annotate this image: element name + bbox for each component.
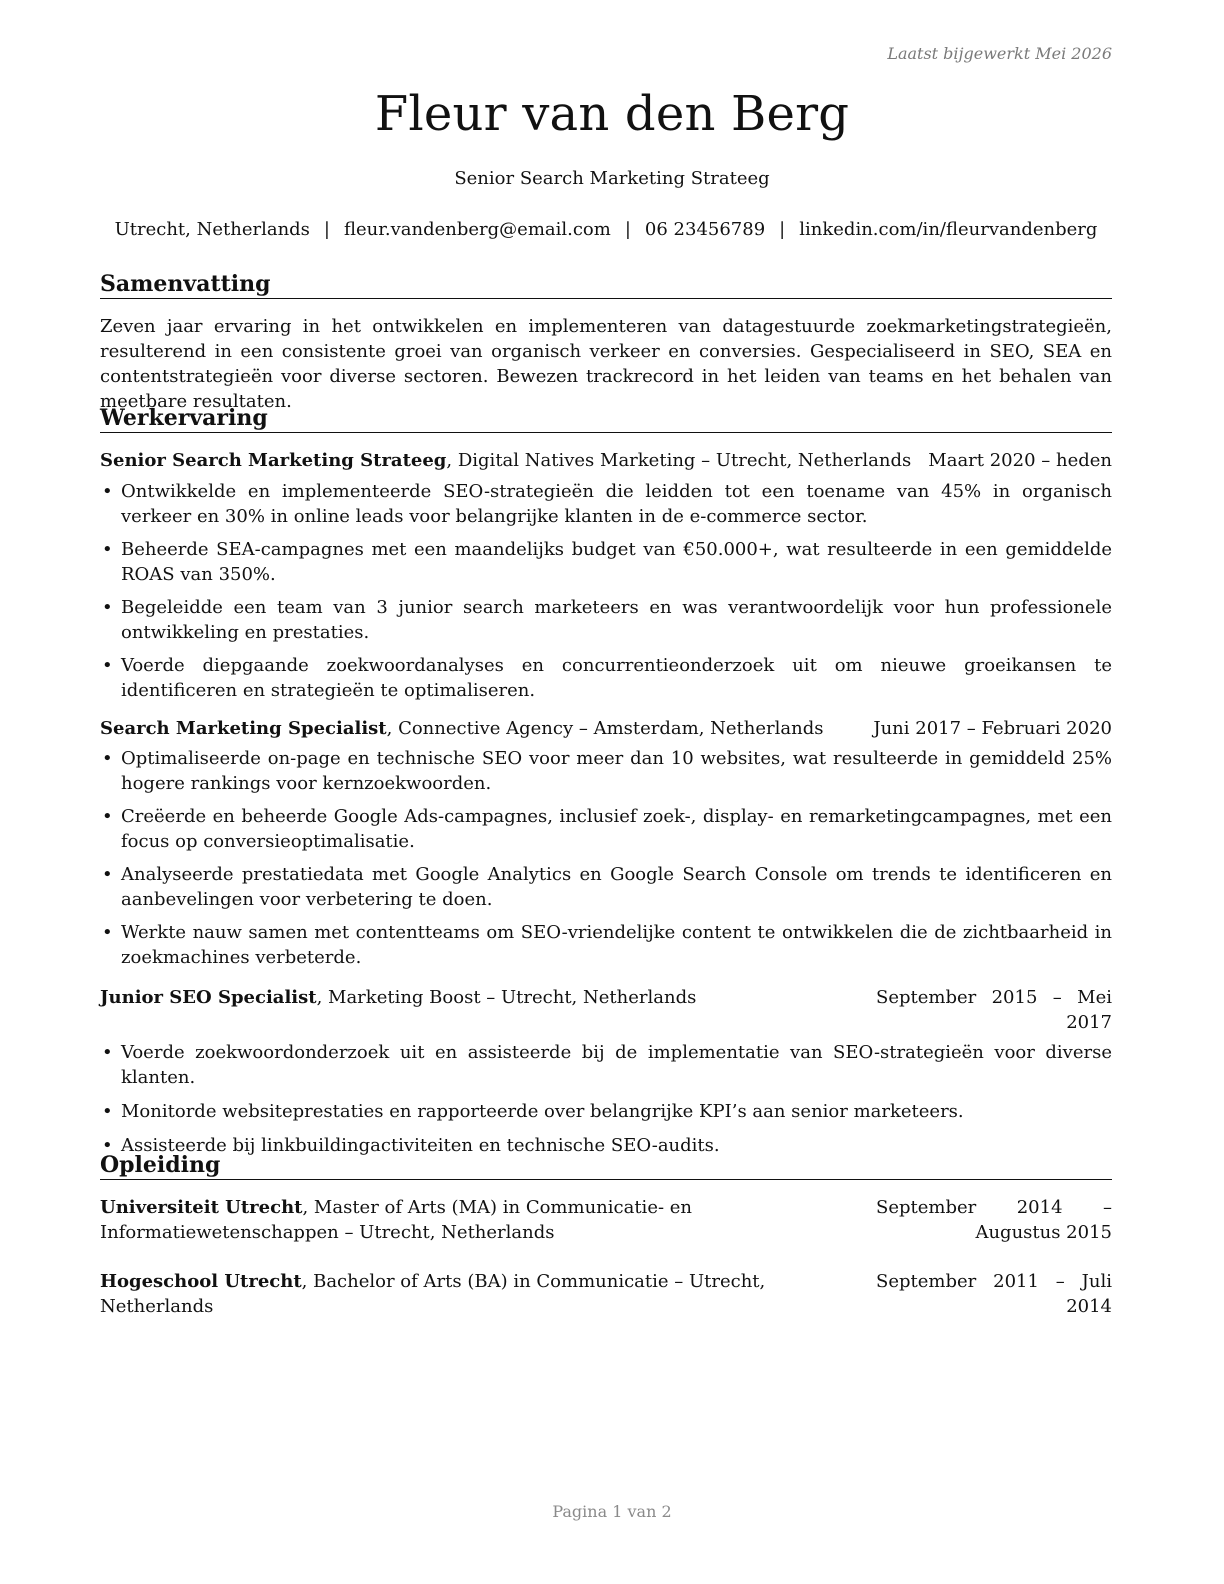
headline: Senior Search Marketing Strateeg (454, 168, 770, 189)
list-item: • Ontwikkelde en implementeerde SEO-strategieën die leidden tot een toename van 45% in organisch verkeer en 30% in online leads voor belangrijke klanten in de e-commerce sector. (100, 479, 1112, 529)
list-item: • Optimaliseerde on-page en technische SEO voor meer dan 10 websites, wat resulteerde in gemiddeld 25% hogere rankings voor kernzoekwoorden. (100, 746, 1112, 796)
section-title-education: Opleiding (100, 1152, 1112, 1180)
contact-separator: | (779, 219, 786, 240)
list-item: • Monitorde websiteprestaties en rapporteerde over belangrijke KPI’s aan senior marketeers. (100, 1099, 1112, 1124)
list-item: • Beheerde SEA-campagnes met een maandelijks budget van €50.000+, wat resulteerde in een gemiddelde ROAS van 350%. (100, 537, 1112, 587)
contact-phone[interactable]: 06 23456789 (644, 219, 766, 240)
page-number: Pagina 1 van 2 (552, 1502, 672, 1521)
contact-line (100, 219, 1112, 240)
section-title-experience: Werkervaring (100, 405, 1112, 433)
education-line (100, 1195, 876, 1245)
candidate-name: Fleur van den Berg (374, 86, 850, 142)
education-school: Universiteit Utrecht (100, 1197, 303, 1218)
education-school: Hogeschool Utrecht (100, 1271, 302, 1292)
contact-linkedin[interactable]: linkedin.com/in/fleurvandenberg (799, 219, 1098, 240)
job-role: Senior Search Marketing Strateeg (100, 450, 447, 471)
education-item (100, 1195, 1112, 1245)
list-item: • Werkte nauw samen met contentteams om SEO-vriendelijke content te ontwikkelen die de zichtbaarheid in zoekmachines verbeterde. (100, 920, 1112, 970)
contact-separator: | (323, 219, 330, 240)
job-title-line (100, 448, 928, 473)
job-company: , Digital Natives Marketing – Utrecht, Netherlands (446, 450, 912, 471)
education-degree: , Bachelor of Arts (BA) in Communicatie – Utrecht, Netherlands (100, 1271, 766, 1317)
education-dates: September 2011 – Juli 2014 (876, 1271, 1112, 1317)
job-company: , Connective Agency – Amsterdam, Netherlands (386, 718, 824, 739)
job-header (100, 448, 1112, 473)
last-updated: Laatst bijgewerkt Mei 2026 (887, 44, 1112, 63)
summary-text: Zeven jaar ervaring in het ontwikkelen en implementeren van datagestuurde zoekmarketingstrategieën, resulterend in een consistente groei van organisch verkeer en conversies. Gespecialiseerd in SEO, SEA en contentstrategieën voor diverse sectoren. Bewezen trackrecord in het leiden van teams en het behalen van meetbare resultaten. (100, 316, 1112, 412)
job-title-line (100, 716, 873, 741)
job-title-line (100, 985, 876, 1035)
job-company: , Marketing Boost – Utrecht, Netherlands (316, 987, 697, 1008)
education-item (100, 1269, 1112, 1319)
job-header (100, 716, 1112, 741)
contact-email[interactable]: fleur.vandenberg@email.com (344, 219, 611, 240)
contact-location: Utrecht, Netherlands (114, 219, 310, 240)
job-dates: Maart 2020 – heden (928, 450, 1112, 471)
job-role: Junior SEO Specialist (100, 987, 317, 1008)
job-dates: September 2015 – Mei 2017 (876, 987, 1112, 1033)
job-bullets (100, 479, 1112, 711)
job-bullets (100, 746, 1112, 978)
section-title-summary: Samenvatting (100, 271, 1112, 299)
education-dates: September 2014 – Augustus 2015 (876, 1197, 1112, 1243)
list-item: • Creëerde en beheerde Google Ads-campagnes, inclusief zoek-, display- en remarketingcampagnes, met een focus op conversieoptimalisatie. (100, 804, 1112, 854)
list-item: • Assisteerde bij linkbuildingactiviteiten en technische SEO-audits. (100, 1133, 1112, 1158)
job-dates: Juni 2017 – Februari 2020 (873, 718, 1112, 739)
education-line (100, 1269, 876, 1319)
list-item: • Analyseerde prestatiedata met Google Analytics en Google Search Console om trends te identificeren en aanbevelingen voor verbetering te doen. (100, 862, 1112, 912)
contact-separator: | (624, 219, 631, 240)
list-item: • Begeleidde een team van 3 junior search marketeers en was verantwoordelijk voor hun professionele ontwikkeling en prestaties. (100, 595, 1112, 645)
list-item: • Voerde zoekwoordonderzoek uit en assisteerde bij de implementatie van SEO-strategieën voor diverse klanten. (100, 1040, 1112, 1090)
list-item: • Voerde diepgaande zoekwoordanalyses en concurrentieonderzoek uit om nieuwe groeikansen te identificeren en strategieën te optimaliseren. (100, 653, 1112, 703)
job-header (100, 985, 1112, 1035)
job-role: Search Marketing Specialist (100, 718, 387, 739)
education-degree: , Master of Arts (MA) in Communicatie- en Informatiewetenschappen – Utrecht, Netherlands (100, 1197, 693, 1243)
job-bullets (100, 1040, 1112, 1163)
